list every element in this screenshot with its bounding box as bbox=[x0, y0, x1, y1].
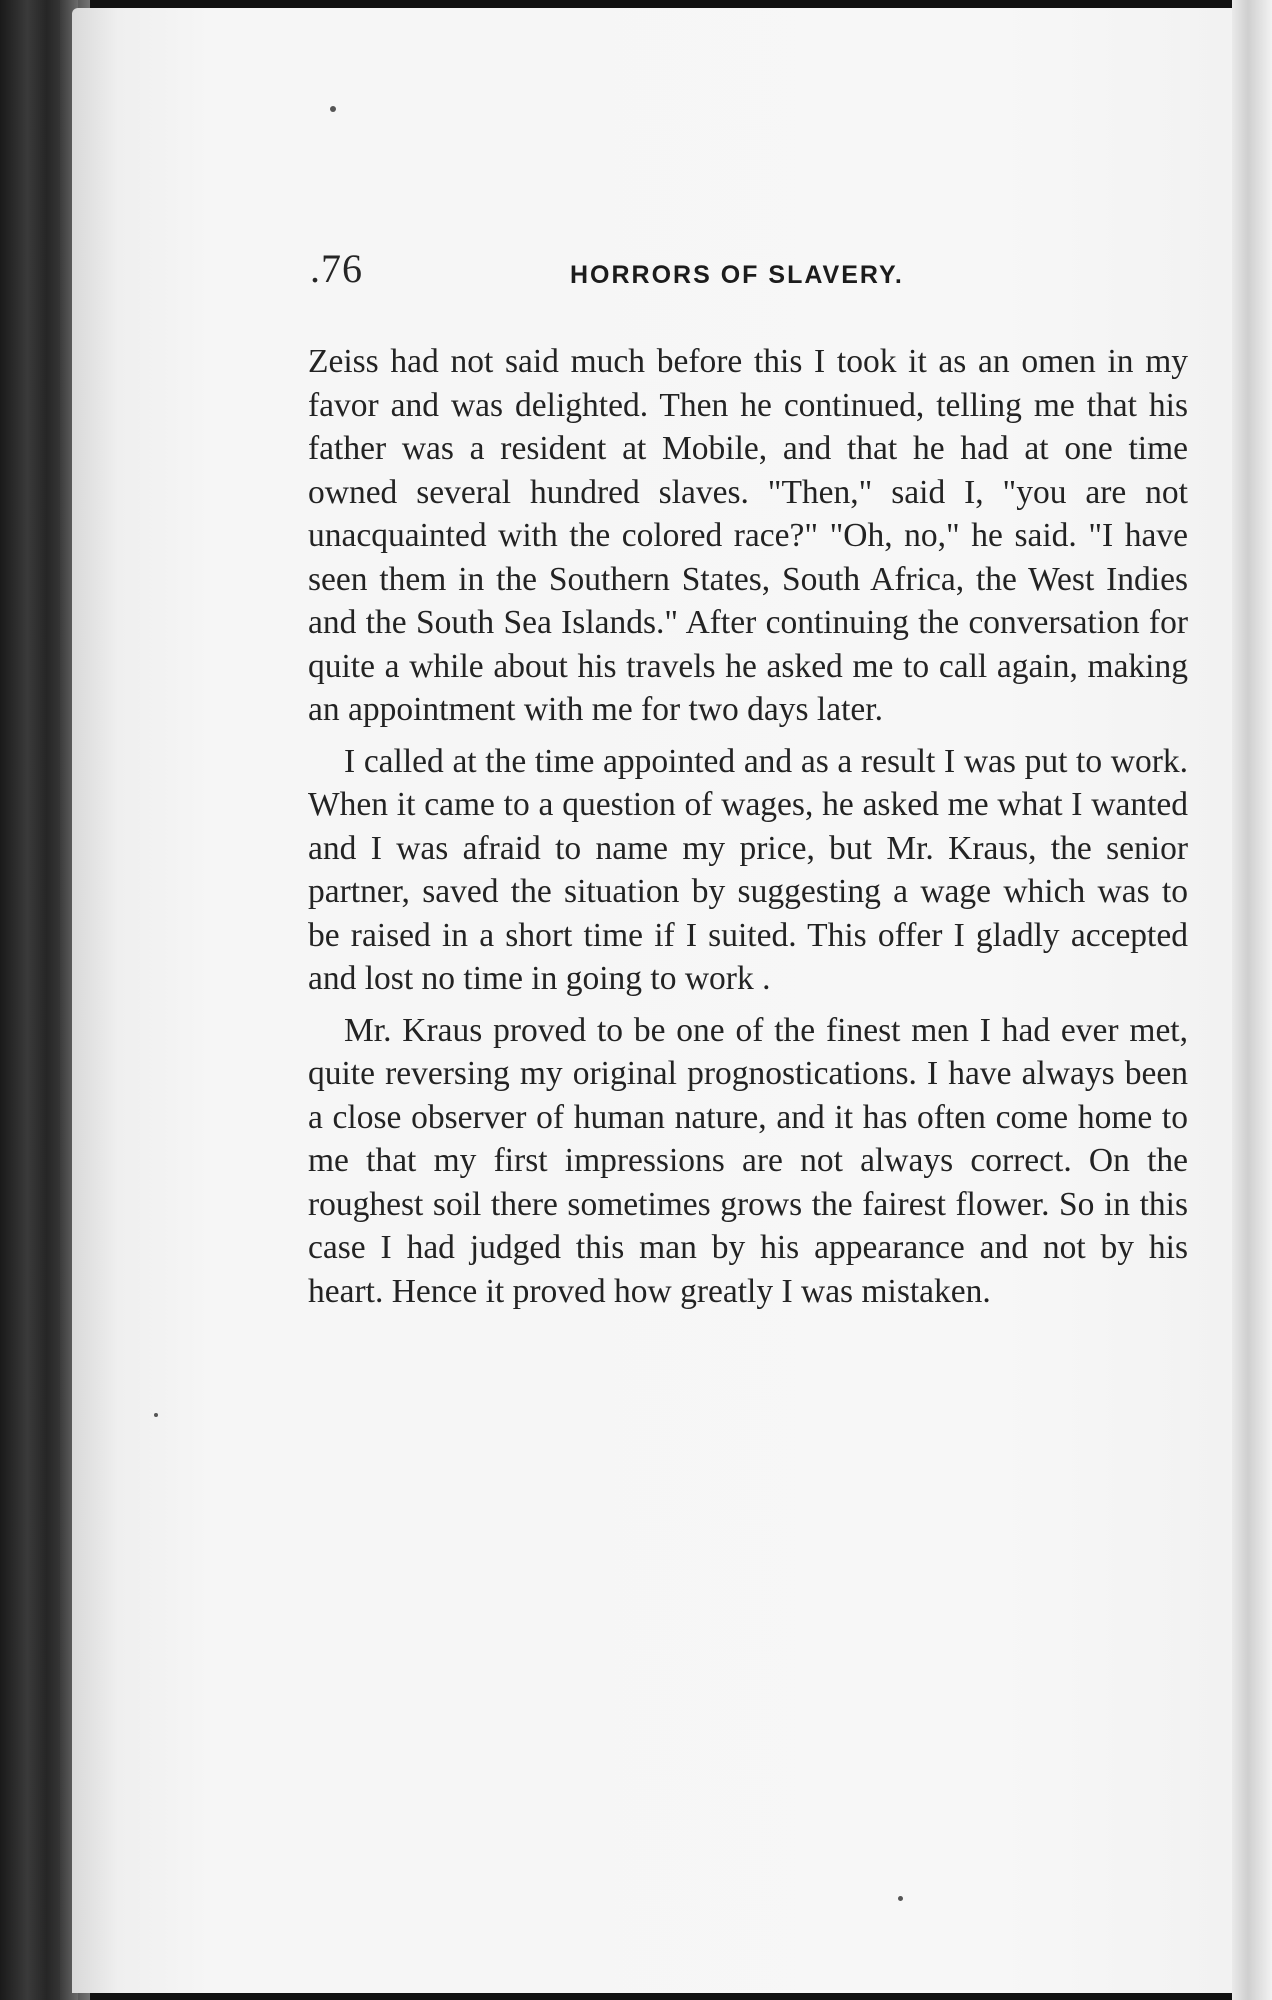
next-page-edge bbox=[1232, 0, 1272, 2000]
running-title: HORRORS OF SLAVERY. bbox=[570, 261, 904, 289]
paragraph: Zeiss had not said much before this I took it as an omen in my favor and was delighted. Then he continued, telling me that his father was a resident at Mobile, and that he had at one time owned several hundred slaves. "Then," said I, "you are not unacquainted with the colored race?" "Oh, no," he said. "I have seen them in the Southern States, South Africa, the West Indies and the South Sea Islands." After continuing the conversation for quite a while about his travels he asked me to call again, making an appointment with me for two days later. bbox=[308, 343, 1188, 728]
paper-speck bbox=[154, 1413, 158, 1417]
body-text bbox=[308, 340, 1188, 1321]
running-head bbox=[300, 245, 1220, 295]
paper-speck bbox=[330, 106, 336, 112]
page-number: .76 bbox=[310, 246, 363, 291]
paragraph: I called at the time appointed and as a result I was put to work. When it came to a question of wages, he asked me what I wanted and I was afraid to name my price, but Mr. Kraus, the senior partner, saved the situation by suggesting a wage which was to be raised in a short time if I suited. This offer I gladly accepted and lost no time in going to work . bbox=[308, 742, 1188, 997]
paper-speck bbox=[898, 1896, 903, 1901]
paragraph: Mr. Kraus proved to be one of the finest men I had ever met, quite reversing my original prognostications. I have always been a close observer of human nature, and it has often come home to me that my first impressions are not always correct. On the roughest soil there sometimes grows the fairest flower. So in this case I had judged this man by his appearance and not by his heart. Hence it proved how greatly I was mistaken. bbox=[308, 1011, 1188, 1310]
